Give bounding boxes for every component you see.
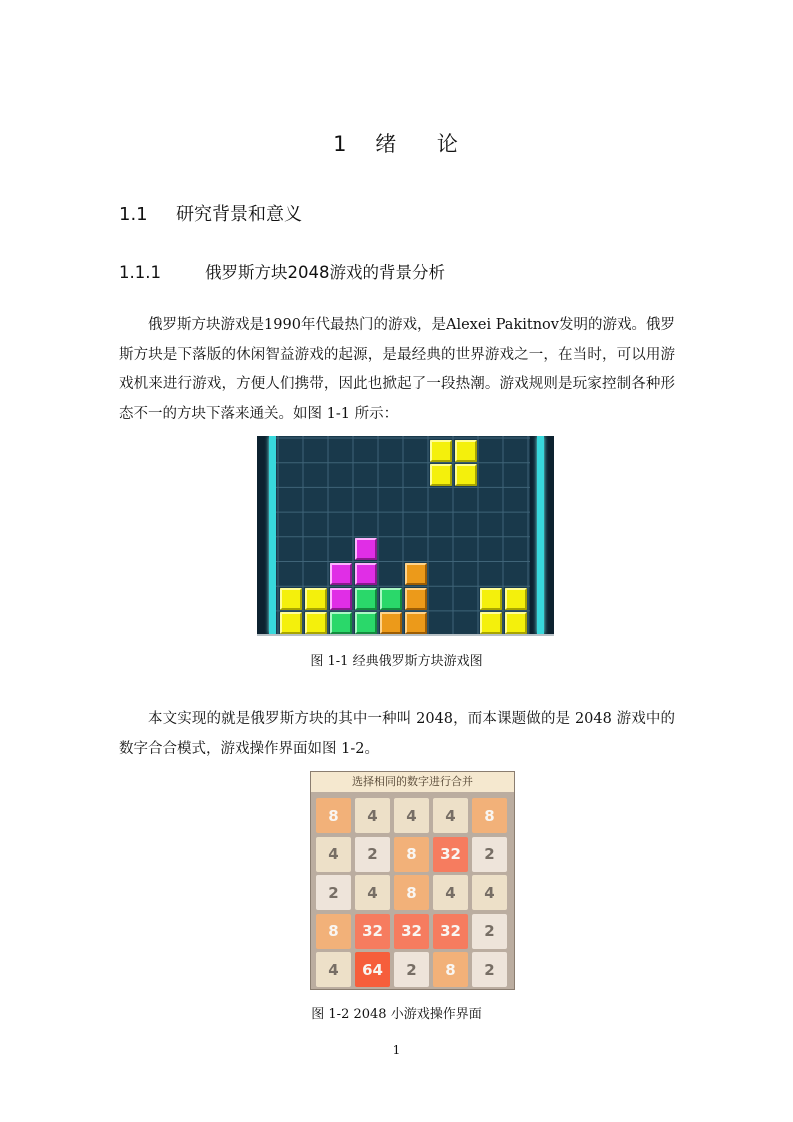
- tile-8: 8: [316, 914, 351, 949]
- purple-block: [355, 563, 377, 585]
- subsection-number: 1.1.1: [119, 263, 161, 282]
- tile-2: 2: [472, 952, 507, 987]
- yellow-block: [505, 612, 527, 634]
- tile-8: 8: [472, 798, 507, 833]
- yellow-block: [305, 612, 327, 634]
- yellow-block: [480, 612, 502, 634]
- tile-4: 4: [394, 798, 429, 833]
- tile-32: 32: [394, 914, 429, 949]
- tile-4: 4: [433, 875, 468, 910]
- section-heading: [119, 200, 302, 226]
- tile-2: 2: [394, 952, 429, 987]
- tile-8: 8: [433, 952, 468, 987]
- tile-2: 2: [472, 914, 507, 949]
- section-title: 研究背景和意义: [176, 204, 302, 225]
- figure-baseline: [257, 634, 554, 636]
- yellow-block: [305, 588, 327, 610]
- tetris-board: [276, 436, 530, 634]
- orange-block: [380, 612, 402, 634]
- yellow-block: [280, 612, 302, 634]
- tile-32: 32: [355, 914, 390, 949]
- yellow-block: [280, 588, 302, 610]
- green-block: [380, 588, 402, 610]
- chapter-number: 1: [333, 132, 349, 156]
- game-banner: 选择相同的数字进行合并: [311, 772, 514, 792]
- tetris-figure: [257, 436, 554, 636]
- section-number: 1.1: [119, 204, 148, 225]
- page-number: 1: [392, 1043, 401, 1057]
- yellow-block: [455, 440, 477, 462]
- tile-32: 32: [433, 914, 468, 949]
- game-2048-figure: [310, 771, 515, 990]
- tile-2: 2: [355, 837, 390, 872]
- tile-8: 8: [394, 875, 429, 910]
- yellow-block: [430, 440, 452, 462]
- purple-block: [330, 563, 352, 585]
- orange-block: [405, 612, 427, 634]
- tile-64: 64: [355, 952, 390, 987]
- tile-8: 8: [316, 798, 351, 833]
- paragraph-2: 本文实现的就是俄罗斯方块的其中一种叫 2048，而本课题做的是 2048 游戏中的数字合合模式，游戏操作界面如图 1-2。: [119, 711, 675, 757]
- subsection-heading: [119, 259, 445, 283]
- tile-4: 4: [316, 952, 351, 987]
- green-block: [330, 612, 352, 634]
- figure-2-caption: 图 1-2 2048 小游戏操作界面: [311, 1007, 482, 1022]
- green-block: [355, 612, 377, 634]
- chapter-title-char-1: 绪: [375, 132, 399, 156]
- paragraph-1: 俄罗斯方块游戏是1990年代最热门的游戏，是Alexei Pakitnov发明的游戏。俄罗斯方块是下落版的休闲智益游戏的起源，是最经典的世界游戏之一，在当时，可以用游戏机来进行游戏，方便人们携带，因此也掀起了一段热潮。游戏规则是玩家控制各种形态不一的方块下落来通关。如图 1-1 所示：: [119, 317, 675, 422]
- chapter-title: [0, 128, 793, 158]
- tile-4: 4: [472, 875, 507, 910]
- tile-8: 8: [394, 837, 429, 872]
- orange-block: [405, 588, 427, 610]
- purple-block: [330, 588, 352, 610]
- tile-32: 32: [433, 837, 468, 872]
- green-block: [355, 588, 377, 610]
- yellow-block: [455, 464, 477, 486]
- tile-2: 2: [472, 837, 507, 872]
- subsection-title: 俄罗斯方块2048游戏的背景分析: [205, 263, 445, 282]
- yellow-block: [505, 588, 527, 610]
- yellow-block: [480, 588, 502, 610]
- figure-1-caption: 图 1-1 经典俄罗斯方块游戏图: [310, 654, 483, 669]
- tile-2: 2: [316, 875, 351, 910]
- tile-4: 4: [433, 798, 468, 833]
- tile-4: 4: [316, 837, 351, 872]
- purple-block: [355, 538, 377, 560]
- orange-block: [405, 563, 427, 585]
- tile-4: 4: [355, 798, 390, 833]
- right-wall: [537, 436, 544, 634]
- left-wall: [269, 436, 276, 634]
- tile-4: 4: [355, 875, 390, 910]
- yellow-block: [430, 464, 452, 486]
- chapter-title-char-2: 论: [436, 132, 460, 156]
